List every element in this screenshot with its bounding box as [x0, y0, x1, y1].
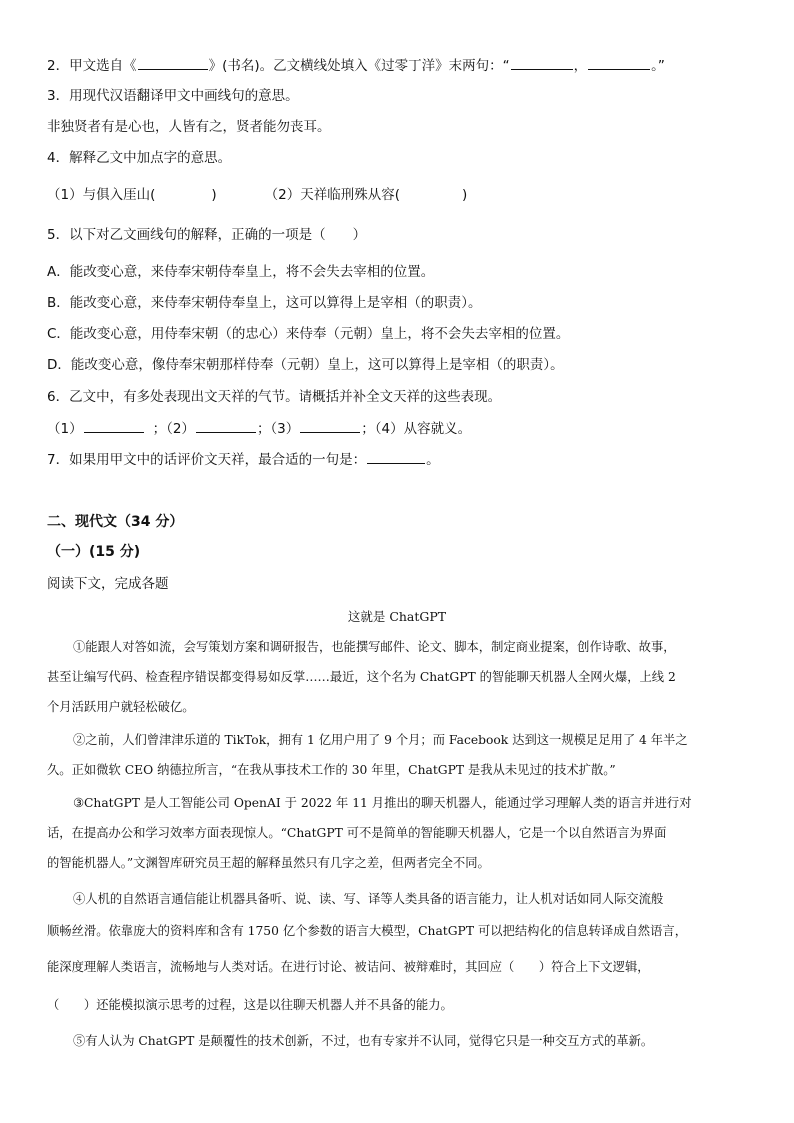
question-6-prompt: 6．乙文中，有多处表现出文天祥的气节。请概括并补全文天祥的这些表现。 — [47, 389, 502, 405]
paragraph-5: ⑤有人认为 ChatGPT 是颠覆性的技术创新，不过，也有专家并不认同，觉得它只是一种交互方式的革新。 — [73, 1034, 654, 1048]
answer-blank[interactable] — [138, 55, 208, 70]
option-a[interactable]: A．能改变心意，来侍奉宋朝侍奉皇上，将不会失去宰相的位置。 — [47, 264, 435, 280]
subsection-heading: （一）(15 分) — [47, 544, 141, 560]
question-2: 2．甲文选自《 》(书名)。乙文横线处填入《过零丁洋》末两句：“ ， 。” — [47, 55, 754, 76]
answer-blank[interactable] — [367, 449, 425, 464]
question-7: 7．如果用甲文中的话评价文天祥，最合适的一句是： 。 — [47, 449, 754, 470]
answer-blank[interactable] — [84, 418, 144, 433]
paragraph-4: ④人机的自然语言通信能让机器具备听、说、读、写、译等人类具备的语言能力，让人机对话如同人际交流般 顺畅丝滑。依靠庞大的资料库和含有 1750 亿个参数的语言大模型，ChatGPT 可以把结构化的信息转译成自然语言， 能深度理解人类语言，流畅地与人类对话。在进行讨论、被诘问、被辩难时，其回应（ ）符合上下文逻辑， （ ）还能模拟演示思考的过程，这是以往聊天机器人并不具备的能力。 — [47, 892, 687, 1012]
question-6-blanks: （1） ；（2） ；（3） ；（4）从容就义。 — [47, 418, 754, 439]
question-3-prompt: 3．用现代汉语翻译甲文中画线句的意思。 — [47, 88, 299, 104]
answer-blank[interactable] — [196, 418, 256, 433]
question-4-items: （1）与俱入厓山( ) （2）天祥临刑殊从容( ) — [47, 187, 468, 203]
question-4-prompt: 4．解释乙文中加点字的意思。 — [47, 150, 232, 166]
option-d[interactable]: D．能改变心意，像侍奉宋朝那样侍奉（元朝）皇上，这可以算得上是宰相（的职责）。 — [47, 357, 564, 373]
instruction: 阅读下文，完成各题 — [47, 576, 169, 592]
section-heading: 二、现代文（34 分） — [47, 514, 184, 530]
paragraph-3: ③ChatGPT 是人工智能公司 OpenAI 于 2022 年 11 月推出的聊天机器人，能通过学习理解人类的语言并进行对 话，在提高办公和学习效率方面表现惊人。“ChatGPT 可不是简单的智能聊天机器人，它是一个以自然语言为界面 的智能机器人。”文渊智库研究员王超的解释虽然只有几字之差，但两者完全不同。 — [47, 796, 692, 870]
question-5-prompt: 5．以下对乙文画线句的解释，正确的一项是（ ） — [47, 227, 367, 243]
paragraph-1: ①能跟人对答如流，会写策划方案和调研报告，也能撰写邮件、论文、脚本，制定商业提案，创作诗歌、故事， 甚至让编写代码、检查程序错误都变得易如反掌……最近，这个名为 ChatGPT 的智能聊天机器人全网火爆，上线 2 个月活跃用户就轻松破亿。 — [47, 640, 676, 714]
answer-blank[interactable] — [511, 55, 573, 70]
question-3-sentence: 非独贤者有是心也，人皆有之，贤者能勿丧耳。 — [47, 119, 331, 135]
paragraph-2: ②之前，人们曾津津乐道的 TikTok，拥有 1 亿用户用了 9 个月；而 Facebook 达到这一规模足足用了 4 年半之 久。正如微软 CEO 纳德拉所言，“在我从事技术工作的 30 年里，ChatGPT 是我从未见过的技术扩散。” — [47, 733, 688, 777]
answer-blank[interactable] — [588, 55, 650, 70]
option-c[interactable]: C．能改变心意，用侍奉宋朝（的忠心）来侍奉（元朝）皇上，将不会失去宰相的位置。 — [47, 326, 570, 342]
article-title: 这就是 ChatGPT — [347, 609, 447, 624]
option-b[interactable]: B．能改变心意，来侍奉宋朝侍奉皇上，这可以算得上是宰相（的职责）。 — [47, 295, 482, 311]
answer-blank[interactable] — [300, 418, 360, 433]
